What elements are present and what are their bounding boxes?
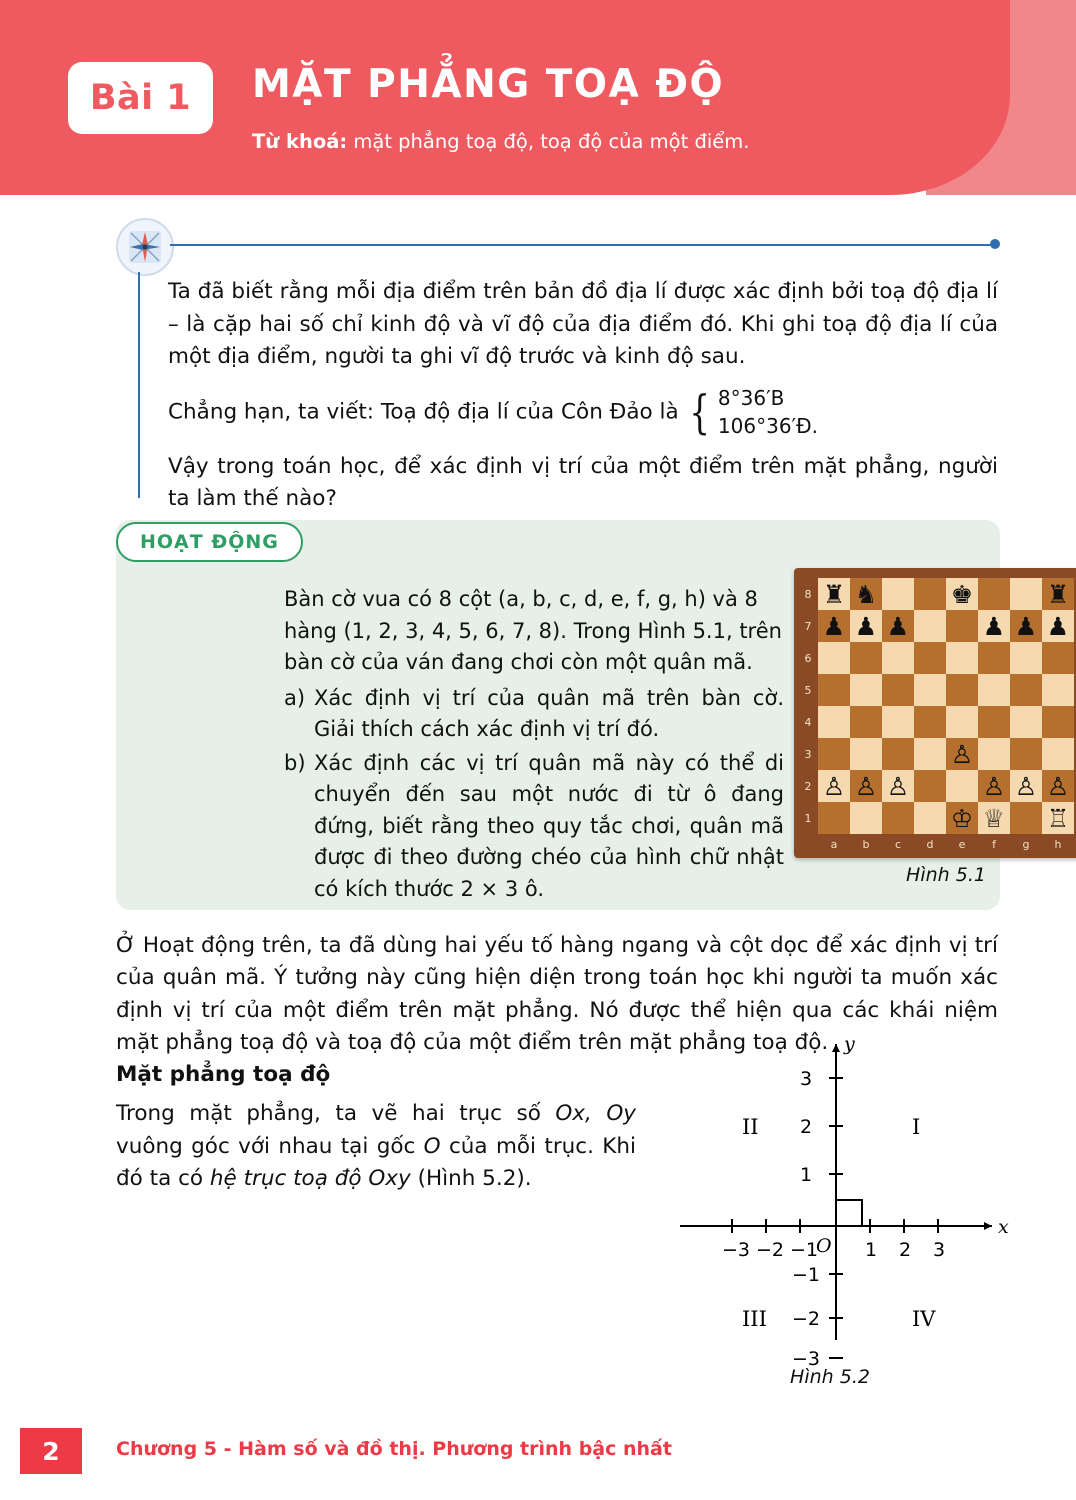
chessboard-square <box>1010 674 1042 706</box>
chessboard-square <box>850 674 882 706</box>
chessboard-square <box>946 706 978 738</box>
chessboard-square <box>1042 802 1074 834</box>
chessboard-file-label: h <box>1054 838 1062 851</box>
keywords-label: Từ khoá: <box>252 130 348 153</box>
activity-label: HOẠT ĐỘNG <box>116 522 303 562</box>
chessboard-file-label: b <box>862 838 870 851</box>
chessboard-square <box>1010 706 1042 738</box>
opening-text <box>168 276 998 526</box>
figure-caption-1: Hình 5.1 <box>906 864 986 886</box>
chessboard-rank-label: 7 <box>804 620 812 633</box>
svg-text:1: 1 <box>865 1239 878 1261</box>
chess-piece: ♟ <box>822 611 846 641</box>
chessboard-square <box>818 578 850 610</box>
chess-piece: ♙ <box>822 771 846 801</box>
chessboard-square <box>946 738 978 770</box>
chessboard-square <box>1010 642 1042 674</box>
page-footer <box>0 1428 1076 1478</box>
chessboard-square <box>818 642 850 674</box>
section-heading: Mặt phẳng toạ độ <box>116 1062 331 1087</box>
chessboard-square <box>1042 578 1074 610</box>
opening-paragraph-3: Vậy trong toán học, để xác định vị trí của một điểm trên mặt phẳng, người ta làm thế nào? <box>168 453 998 512</box>
chessboard-square <box>978 738 1010 770</box>
chessboard-grid <box>818 578 1074 834</box>
chessboard-square <box>914 578 946 610</box>
chessboard-square <box>978 802 1010 834</box>
chessboard-file-label: f <box>992 838 996 851</box>
chessboard-square <box>946 674 978 706</box>
page-number: 2 <box>20 1428 82 1474</box>
chessboard-square <box>818 802 850 834</box>
chessboard-square <box>818 770 850 802</box>
svg-text:IV: IV <box>912 1307 936 1331</box>
axes-svg <box>640 1030 1020 1366</box>
chessboard-square <box>850 610 882 642</box>
chessboard-square <box>882 706 914 738</box>
chessboard-square <box>1042 642 1074 674</box>
body-paragraph: Ở Hoạt động trên, ta đã dùng hai yếu tố hàng ngang và cột dọc để xác định vị trí của quân mã. Ý tưởng này cũng hiện diện trong toán học khi người ta muốn xác định vị trí của một điểm trên mặt phẳng. Nó được thể hiện qua các khái niệm mặt phẳng toạ độ và toạ độ của một điểm trên mặt phẳng toạ độ. <box>116 933 998 1055</box>
chessboard-square <box>914 770 946 802</box>
chessboard-square <box>914 738 946 770</box>
opening-example-text: Chẳng hạn, ta viết: Toạ độ địa lí của Côn Đảo là <box>168 399 679 425</box>
svg-text:III: III <box>742 1307 767 1331</box>
coordinate-group <box>679 384 818 441</box>
svg-text:2: 2 <box>800 1116 813 1138</box>
chess-piece: ♟ <box>1046 611 1070 641</box>
chessboard-square <box>978 706 1010 738</box>
section-text-part-3: của mỗi trục. Khi đó ta có <box>116 1133 636 1192</box>
chessboard-square <box>914 802 946 834</box>
keywords-line <box>252 130 749 153</box>
svg-text:1: 1 <box>800 1164 813 1186</box>
section-text-part-4: (Hình 5.2). <box>410 1166 532 1192</box>
brace-glyph: { <box>689 385 710 439</box>
chessboard-square <box>1042 706 1074 738</box>
opening-rule <box>170 244 996 246</box>
svg-text:−2: −2 <box>792 1308 821 1330</box>
lesson-badge: Bài 1 <box>68 62 213 134</box>
chessboard-inner <box>818 578 1074 834</box>
chessboard-square <box>1042 770 1074 802</box>
opening-paragraph-2 <box>168 384 998 441</box>
chessboard-figure <box>794 568 1076 886</box>
chessboard-square <box>946 578 978 610</box>
chessboard-square <box>978 770 1010 802</box>
compass-icon <box>116 218 174 276</box>
opening-vertical-rule <box>138 272 140 498</box>
opening-rule-dot <box>990 239 1000 249</box>
chessboard-square <box>882 642 914 674</box>
chessboard-square <box>882 738 914 770</box>
chessboard-square <box>1042 738 1074 770</box>
chessboard-square <box>882 674 914 706</box>
chessboard-file-label: e <box>958 838 966 851</box>
chessboard-square <box>978 674 1010 706</box>
chessboard-square <box>914 706 946 738</box>
chessboard-square <box>946 610 978 642</box>
chess-piece: ♟ <box>1014 611 1038 641</box>
svg-text:−2: −2 <box>756 1239 785 1261</box>
chessboard-square <box>1010 802 1042 834</box>
chessboard-square <box>978 578 1010 610</box>
list-item <box>284 748 784 906</box>
chessboard-square <box>818 706 850 738</box>
svg-text:−3: −3 <box>722 1239 751 1261</box>
chessboard-square <box>1010 610 1042 642</box>
chessboard-square <box>978 610 1010 642</box>
chess-piece: ♚ <box>950 579 974 609</box>
svg-text:II: II <box>742 1115 759 1139</box>
chessboard-square <box>850 770 882 802</box>
axes-figure <box>640 1030 1020 1388</box>
page-header <box>0 0 1076 195</box>
chess-piece: ♜ <box>822 579 846 609</box>
chess-piece: ♙ <box>1046 771 1070 801</box>
chessboard-rank-label: 3 <box>804 748 812 761</box>
chessboard-square <box>818 610 850 642</box>
chessboard-square <box>946 802 978 834</box>
chessboard-square <box>850 706 882 738</box>
chessboard-square <box>850 802 882 834</box>
figure-caption-2: Hình 5.2 <box>790 1366 870 1388</box>
keywords-value: mặt phẳng toạ độ, toạ độ của một điểm. <box>347 130 750 153</box>
list-text: Xác định vị trí của quân mã trên bàn cờ. Giải thích cách xác định vị trí đó. <box>314 685 784 741</box>
chess-piece: ♕ <box>982 803 1006 833</box>
chess-piece: ♜ <box>1046 579 1070 609</box>
opening-paragraph-1: Ta đã biết rằng mỗi địa điểm trên bản đồ địa lí được xác định bởi toạ độ địa lí – là cặp hai số chỉ kinh độ và vĩ độ của địa điểm đó. Khi ghi toạ độ địa lí của một địa điểm, người ta ghi vĩ độ trước và kinh độ sau. <box>168 279 998 370</box>
section-text <box>116 1098 636 1196</box>
chessboard-square <box>978 642 1010 674</box>
chessboard-square <box>1010 770 1042 802</box>
svg-text:O: O <box>816 1235 832 1257</box>
chess-piece: ♙ <box>950 739 974 769</box>
activity-list <box>284 683 784 906</box>
coordinate-system-name: hệ trục toạ độ Oxy <box>209 1166 411 1192</box>
chessboard-rank-label: 4 <box>804 716 812 729</box>
chessboard-square <box>1010 578 1042 610</box>
chessboard-square <box>850 578 882 610</box>
chess-piece: ♟ <box>886 611 910 641</box>
svg-text:3: 3 <box>933 1239 946 1261</box>
chessboard-rank-label: 6 <box>804 652 812 665</box>
chessboard-square <box>850 642 882 674</box>
chessboard-rank-label: 8 <box>804 588 812 601</box>
chessboard-square <box>914 610 946 642</box>
svg-text:−3: −3 <box>792 1348 821 1366</box>
chessboard-square <box>1010 738 1042 770</box>
chessboard-rank-label: 1 <box>804 812 812 825</box>
chess-piece: ♔ <box>950 803 974 833</box>
footer-chapter-text: Chương 5 - Hàm số và đồ thị. Phương trình bậc nhất <box>116 1438 672 1460</box>
chessboard-square <box>946 642 978 674</box>
chess-piece: ♙ <box>982 771 1006 801</box>
chessboard-square <box>914 674 946 706</box>
chessboard-rank-label: 5 <box>804 684 812 697</box>
chessboard-square <box>1042 610 1074 642</box>
chess-piece: ♟ <box>982 611 1006 641</box>
chessboard-square <box>946 770 978 802</box>
section-text-part-2: vuông góc với nhau tại gốc <box>116 1133 424 1159</box>
chessboard-file-label: g <box>1022 838 1030 851</box>
chessboard-square <box>1042 674 1074 706</box>
svg-text:I: I <box>912 1115 921 1139</box>
latitude-value: 8°36′B <box>717 386 785 411</box>
chess-piece: ♖ <box>1046 803 1070 833</box>
activity-box <box>116 520 1070 910</box>
chess-piece: ♞ <box>854 579 878 609</box>
page-title: MẶT PHẲNG TOẠ ĐỘ <box>252 62 725 107</box>
chessboard-square <box>882 802 914 834</box>
activity-text <box>284 584 784 905</box>
chessboard-square <box>882 610 914 642</box>
svg-text:y: y <box>844 1033 855 1055</box>
chess-piece: ♙ <box>854 771 878 801</box>
chessboard-file-label: d <box>926 838 934 851</box>
svg-text:x: x <box>998 1216 1009 1238</box>
chessboard-file-label: c <box>894 838 902 851</box>
list-text: Xác định các vị trí quân mã này có thể di chuyển đến sau một nước đi từ ô đang đứng, biết rằng theo quy tắc chơi, quân mã được đi theo đường chéo của hình chữ nhật có kích thước 2 × 3 ô. <box>314 750 784 901</box>
chessboard-square <box>818 674 850 706</box>
chess-piece: ♙ <box>886 771 910 801</box>
chessboard-square <box>850 738 882 770</box>
coordinate-values <box>718 384 818 441</box>
svg-text:2: 2 <box>899 1239 912 1261</box>
chessboard-square <box>914 642 946 674</box>
svg-text:3: 3 <box>800 1068 813 1090</box>
list-item <box>284 683 784 746</box>
list-marker: a) <box>284 685 306 710</box>
origin-name: O <box>423 1133 441 1159</box>
chessboard-rank-label: 2 <box>804 780 812 793</box>
chessboard-square <box>882 770 914 802</box>
chessboard-square <box>882 578 914 610</box>
chess-piece: ♙ <box>1014 771 1038 801</box>
section-text-part-1: Trong mặt phẳng, ta vẽ hai trục số <box>116 1101 556 1126</box>
chessboard-frame <box>794 568 1076 858</box>
svg-text:−1: −1 <box>792 1264 821 1286</box>
activity-intro: Bàn cờ vua có 8 cột (a, b, c, d, e, f, g, h) và 8 hàng (1, 2, 3, 4, 5, 6, 7, 8). Trong Hình 5.1, trên bàn cờ của ván đang chơi còn một quân mã. <box>284 587 782 674</box>
chessboard-file-label: a <box>830 838 838 851</box>
chessboard-square <box>818 738 850 770</box>
axis-names: Ox, Oy <box>555 1101 636 1126</box>
list-marker: b) <box>284 750 306 775</box>
longitude-value: 106°36′Đ. <box>717 414 818 439</box>
svg-text:−1: −1 <box>790 1239 819 1261</box>
chess-piece: ♟ <box>854 611 878 641</box>
